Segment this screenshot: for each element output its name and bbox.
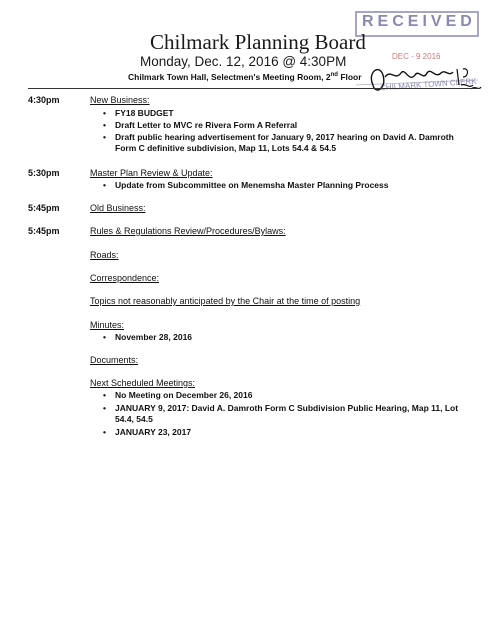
heading-rules-regulations: Rules & Regulations Review/Procedures/Bylaws: <box>90 226 286 236</box>
list-item: • JANUARY 9, 2017: David A. Damroth Form C Subdivision Public Hearing, Map 11, Lot 54.4, 54.5 <box>103 403 459 424</box>
list-item: • FY18 BUDGET <box>103 108 174 118</box>
meeting-location: Chilmark Town Hall, Selectmen's Meeting Room, 2nd Floor <box>128 72 362 82</box>
list-item: • Update from Subcommittee on Menemsha Master Planning Process <box>103 180 389 190</box>
list-item: • No Meeting on December 26, 2016 <box>103 390 253 400</box>
list-item: • Draft Letter to MVC re Rivera Form A Referral <box>103 120 298 130</box>
stamp-department: CHILMARK TOWN CLERK <box>379 76 477 93</box>
stamp-received: RECEIVED <box>362 13 476 30</box>
list-item: • JANUARY 23, 2017 <box>103 427 192 437</box>
heading-topics: Topics not reasonably anticipated by the Chair at the time of posting <box>90 296 361 306</box>
heading-master-plan: Master Plan Review & Update: <box>90 168 213 178</box>
heading-roads: Roads: <box>90 250 119 260</box>
header-divider <box>28 88 479 89</box>
heading-minutes: Minutes: <box>90 320 125 330</box>
heading-old-business: Old Business: <box>90 203 146 213</box>
time-old-business: 5:45pm <box>28 203 60 213</box>
page-title: Chilmark Planning Board <box>150 30 366 54</box>
heading-documents: Documents: <box>90 355 139 365</box>
stamp-date: DEC - 9 2016 <box>392 52 441 61</box>
time-new-business: 4:30pm <box>28 95 60 105</box>
meeting-datetime: Monday, Dec. 12, 2016 @ 4:30PM <box>140 54 347 69</box>
clerk-signature <box>365 55 485 100</box>
list-item: • Draft public hearing advertisement for January 9, 2017 hearing on David A. Damroth Form C definitive subdivision, Map 11, Lots 54.4 & 54.5 <box>103 132 454 153</box>
list-item: • November 28, 2016 <box>103 332 193 342</box>
heading-next-meetings: Next Scheduled Meetings: <box>90 378 196 388</box>
heading-correspondence: Correspondence: <box>90 273 160 283</box>
time-master-plan: 5:30pm <box>28 168 60 178</box>
time-rules-regulations: 5:45pm <box>28 226 60 236</box>
heading-new-business: New Business: <box>90 95 150 105</box>
